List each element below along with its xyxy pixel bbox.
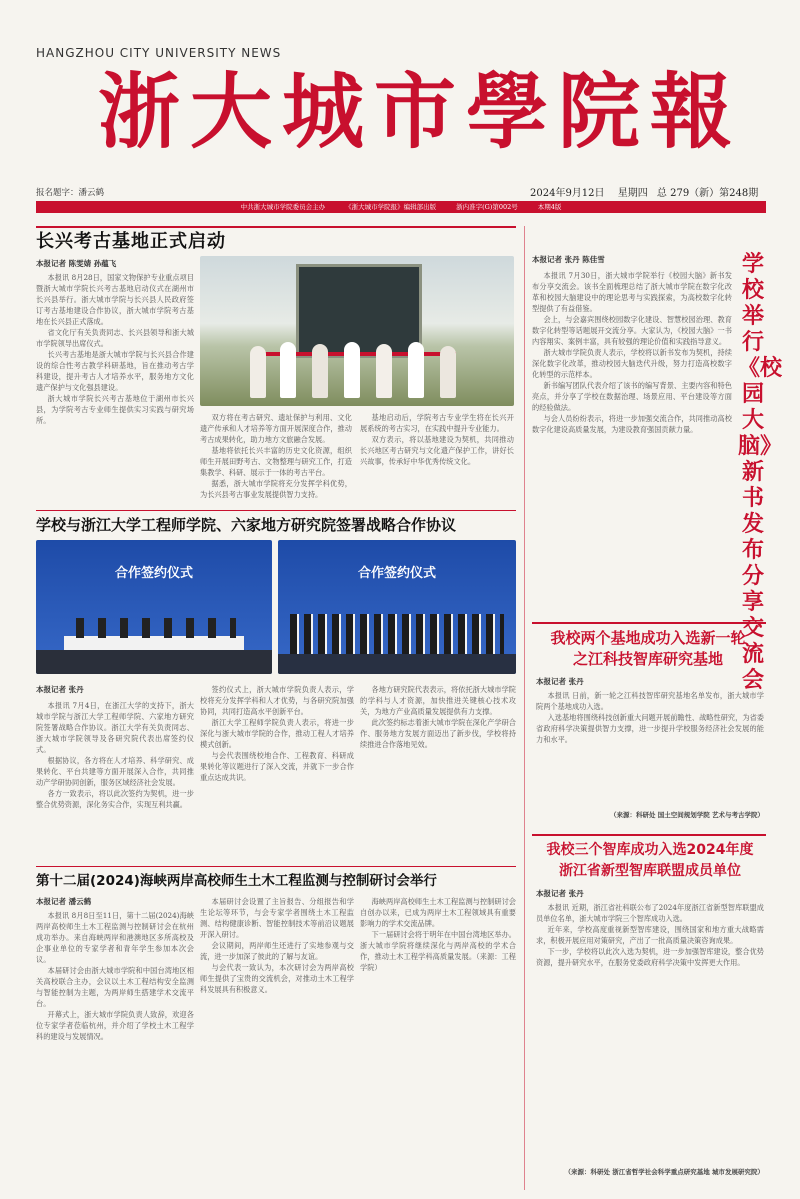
paragraph: 与会代表围绕校地合作、工程教育、科研成果转化等议题进行了深入交流，并就下一步合作重点达成共识。 (200, 751, 354, 782)
floor (278, 654, 516, 674)
paragraph: 下一步，学校将以此次入选为契机，进一步加强智库建设，整合优势资源，提升研究水平，在服务党委政府科学决策中发挥更大作用。 (536, 947, 764, 967)
article1-column-3 (360, 412, 514, 502)
article3-byline: 本报记者 潘云鹤 (36, 897, 92, 906)
article2-title: 学校与浙江大学工程师学院、六家地方研究院签署战略合作协议 (36, 516, 457, 534)
paragraph: 开幕式上，浙大城市学院负责人致辞，欢迎各位专家学者莅临杭州，并介绍了学校土木工程学科的建设与发展情况。 (36, 1010, 194, 1041)
paragraph: 基地启动后，学院考古专业学生将在长兴开展系统的考古实习，在实践中提升专业能力。 (360, 413, 514, 433)
article4-byline: 本报记者 张丹 陈佳雪 (532, 255, 605, 264)
paragraph: 本报讯 7月4日，在浙江大学的支持下，浙大城市学院与浙江大学工程师学院、六家地方研究院签署战略合作协议。浙江大学有关负责同志、浙大城市学院领导及各研究院代表出席签约仪式。 (36, 701, 194, 754)
paragraph: 各方一致表示，将以此次签约为契机，进一步整合优势资源，深化务实合作，实现互利共赢。 (36, 789, 194, 809)
issue-date (530, 184, 758, 199)
paragraph: 会议期间，两岸师生还进行了实地参观与交流，进一步加深了彼此的了解与友谊。 (200, 941, 354, 961)
paragraph: 基地将依托长兴丰富的历史文化资源，组织师生开展田野考古、文物整理与研究工作，打造集教学、科研、展示于一体的考古平台。 (200, 446, 352, 477)
article3-rule (36, 866, 516, 867)
weekday: 星期四 (617, 188, 648, 199)
masthead-info-bar (36, 201, 766, 213)
people (240, 338, 480, 398)
paragraph: 下一届研讨会将于明年在中国台湾地区举办。浙大城市学院将继续深化与两岸高校的学术合作，推动土木工程学科高质量发展。（来源：工程学院） (360, 930, 516, 972)
article2-column-3 (360, 684, 516, 860)
article5-title: 我校两个基地成功入选新一轮之江科技智库研究基地 (550, 629, 746, 668)
stage-title: 合作签约仪式 (114, 566, 193, 581)
paragraph: 入选基地将围绕科技创新重大问题开展前瞻性、战略性研究，为省委省政府科学决策提供智力支撑，进一步提升学校服务经济社会发展的能力和水平。 (536, 713, 764, 744)
article3-title: 第十二届(2024)海峡两岸高校师生土木工程监测与控制研讨会举行 (36, 873, 437, 889)
people-row (76, 618, 236, 638)
article1-rule (36, 226, 516, 228)
paragraph: 与会人员纷纷表示，将进一步加强交流合作，共同推动高校数字化建设高质量发展，为建设教育强国贡献力量。 (532, 414, 732, 434)
article2-byline: 本报记者 张丹 (36, 685, 84, 694)
paragraph: 与会代表一致认为，本次研讨会为两岸高校师生提供了宝贵的交流机会，对推动土木工程学科发展具有积极意义。 (200, 963, 354, 994)
paragraph: 本报讯 7月30日，浙大城市学院举行《校园大脑》新书发布分享交流会。该书全面梳理总结了浙大城市学院在数字化改革和校园大脑建设中的理论思考与实践探索，为高校数字化转型提供了有益借鉴。 (532, 271, 732, 313)
title-calligrapher: 报名题字：潘云鹤 (36, 188, 105, 198)
publisher: 《浙大城市学院报》编辑部出版 (345, 203, 437, 211)
article6-body (536, 902, 764, 1164)
paragraph: 各地方研究院代表表示，将依托浙大城市学院的学科与人才资源，加快推进关键核心技术攻关，为地方产业高质量发展提供有力支撑。 (360, 685, 516, 716)
paragraph: 海峡两岸高校师生土木工程监测与控制研讨会自创办以来，已成为两岸土木工程领域具有重要影响力的学术交流品牌。 (360, 897, 516, 928)
masthead-title: 浙大城市學院報 (98, 64, 743, 160)
paragraph: 本届研讨会设置了主旨报告、分组报告和学生论坛等环节，与会专家学者围绕土木工程监测、结构健康诊断、智能控制技术等前沿议题展开深入研讨。 (200, 897, 354, 939)
paragraph: 浙大城市学院长兴考古基地位于湖州市长兴县，为学院考古专业师生提供实习实践与研究场所。 (36, 394, 194, 425)
article2-column-2 (200, 684, 354, 860)
article2-rule (36, 510, 516, 511)
floor (36, 650, 272, 674)
paragraph: 签约仪式上，浙大城市学院负责人表示，学校将充分发挥学科和人才优势，与各研究院加强协同，共同打造高水平创新平台。 (200, 685, 354, 716)
article1-column-2 (200, 412, 352, 502)
paragraph: 根据协议，各方将在人才培养、科学研究、成果转化、平台共建等方面开展深入合作，共同推动产学研协同创新，服务区域经济社会发展。 (36, 756, 194, 787)
paragraph: 长兴考古基地是浙大城市学院与长兴县合作建设的综合性考古教学科研基地，旨在推动考古学科建设，提升考古人才培养水平，服务地方文化遗产保护与文化强县建设。 (36, 350, 194, 392)
paragraph: 双方将在考古研究、遗址保护与利用、文化遗产传承和人才培养等方面开展深度合作，推动考古成果转化，助力地方文旅融合发展。 (200, 413, 352, 444)
paragraph: 新书编写团队代表介绍了该书的编写背景、主要内容和特色亮点，并分享了学校在数据治理、场景应用、平台建设等方面的经验做法。 (532, 381, 732, 412)
article2-photo-1 (36, 540, 272, 674)
article5-source: （来源：科研处 国土空间规划学院 艺术与考古学院） (609, 811, 764, 819)
article6-rule (532, 834, 766, 836)
article2-photo-2 (278, 540, 516, 674)
group-row (290, 614, 504, 654)
paragraph: 此次签约标志着浙大城市学院在深化产学研合作、服务地方发展方面迈出了新步伐，学校将持续推进合作落地见效。 (360, 718, 516, 749)
signing-table (64, 636, 244, 650)
page-count: 本期4版 (537, 203, 562, 211)
license: 浙内准字(G)第002号 (456, 203, 518, 211)
stage-title: 合作签约仪式 (357, 566, 436, 581)
article1-title: 长兴考古基地正式启动 (36, 231, 226, 252)
article3-column-3 (360, 896, 516, 1190)
article1-column-1 (36, 272, 194, 502)
paragraph: 本届研讨会由浙大城市学院和中国台湾地区相关高校联合主办，会议以土木工程结构安全监测与智能控制为主题，为两岸师生搭建学术交流平台。 (36, 966, 194, 1008)
paragraph: 本报讯 日前，新一轮之江科技智库研究基地名单发布，浙大城市学院两个基地成功入选。 (536, 691, 764, 711)
date: 2024年9月12日 (530, 188, 605, 199)
issue-number: 总 279（新）第248期 (656, 188, 759, 199)
article6-byline: 本报记者 张丹 (536, 889, 584, 898)
paragraph: 据悉，浙大城市学院将充分发挥学科优势，为长兴县考古事业发展提供智力支持。 (200, 479, 352, 499)
article4-body (532, 270, 732, 612)
paragraph: 近年来，学校高度重视新型智库建设，围绕国家和地方重大战略需求，积极开展应用对策研究，产出了一批高质量决策咨询成果。 (536, 925, 764, 945)
article3-column-2 (200, 896, 354, 1190)
article5-byline: 本报记者 张丹 (536, 677, 584, 686)
paragraph: 本报讯 8月28日，国家文物保护专业重点项目暨浙大城市学院长兴考古基地启动仪式在湖州市长兴县举行。浙大城市学院与长兴县人民政府签订考古基地建设合作协议，浙大城市学院考古基地在长兴县正式落成。 (36, 273, 194, 326)
paragraph: 省文化厅有关负责同志、长兴县领导和浙大城市学院领导出席仪式。 (36, 328, 194, 348)
paragraph: 浙大城市学院负责人表示，学校将以新书发布为契机，持续深化数字化改革，推动校园大脑迭代升级，努力打造高校数字化转型的示范样本。 (532, 348, 732, 379)
article2-column-1 (36, 700, 194, 860)
paragraph: 双方表示，将以基地建设为契机，共同推动长兴地区考古研究与文化遗产保护工作，讲好长兴故事，传承好中华优秀传统文化。 (360, 435, 514, 466)
paragraph: 会上，与会嘉宾围绕校园数字化建设、智慧校园治理、教育数字化转型等话题展开交流分享。大家认为，《校园大脑》一书内容翔实、案例丰富，具有较强的理论价值和实践指导意义。 (532, 315, 732, 346)
article6-source: （来源：科研处 浙江省哲学社会科学重点研究基地 城市发展研究院） (564, 1168, 764, 1176)
english-masthead: HANGZHOU CITY UNIVERSITY NEWS (36, 46, 282, 60)
paragraph: 浙江大学工程师学院负责人表示，将进一步深化与浙大城市学院的合作，推动工程人才培养模式创新。 (200, 718, 354, 749)
article6-title: 我校三个智库成功入选2024年度浙江省新型智库联盟成员单位 (546, 842, 754, 879)
article4-title-text: 学校举行《校园大脑》新书发布分享交流会 (738, 252, 783, 693)
paragraph: 本报讯 8月8日至11日，第十二届(2024)海峡两岸高校师生土木工程监测与控制研讨会在杭州成功举办。来自海峡两岸和港澳地区多所高校及企事业单位的专家学者和青年学生参加本次会议。 (36, 911, 194, 964)
article1-photo (200, 256, 514, 406)
article5-body (536, 690, 764, 806)
article3-column-1 (36, 910, 194, 1190)
article1-byline: 本报记者 陈雯婧 孙蕴飞 (36, 259, 117, 268)
column-divider (524, 226, 525, 1190)
sponsor: 中共浙大城市学院委员会主办 (240, 203, 326, 211)
paragraph: 本报讯 近期，浙江省社科联公布了2024年度浙江省新型智库联盟成员单位名单，浙大城市学院三个智库成功入选。 (536, 903, 764, 923)
